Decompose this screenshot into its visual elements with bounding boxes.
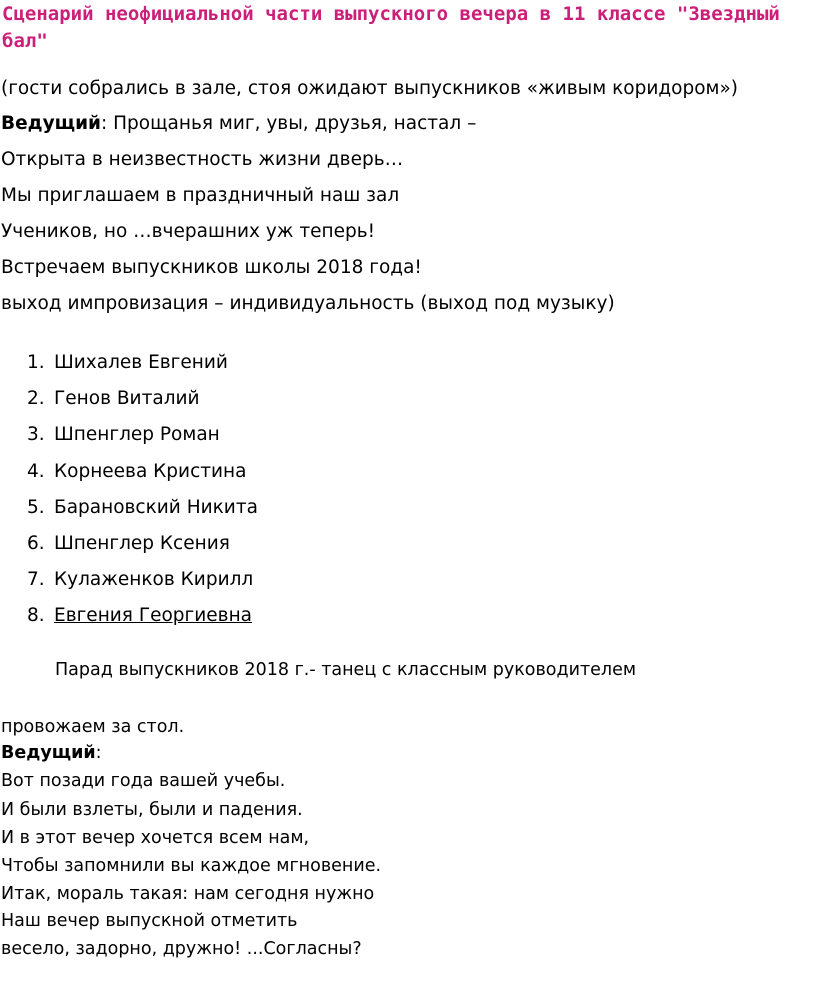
list-number: 5. <box>27 496 45 518</box>
verse-line: Наш вечер выпускной отметить <box>1 911 298 931</box>
graduate-name: Генов Виталий <box>54 388 200 410</box>
list-number: 6. <box>27 532 45 554</box>
verse-line: Вот позади года вашей учебы. <box>1 771 286 791</box>
list-number: 7. <box>27 569 45 591</box>
verse-line: : Прощанья миг, увы, друзья, настал – <box>101 113 477 134</box>
parade-line: Парад выпускников 2018 г.- танец с классным руководителем <box>55 660 637 680</box>
document-title: Сценарий неофициальной части выпускного вечера в 11 классе "Звездный бал" <box>2 3 792 52</box>
host-label: Ведущий <box>1 743 96 763</box>
verse-line: Мы приглашаем в праздничный наш зал <box>1 185 400 206</box>
verse-line: Чтобы запомнили вы каждое мгновение. <box>1 856 382 876</box>
graduate-name: Шихалев Евгений <box>54 352 228 373</box>
graduate-name: Барановский Никита <box>54 496 258 518</box>
verse-line: И были взлеты, были и падения. <box>1 800 303 820</box>
list-number: 1. <box>27 352 45 373</box>
graduate-name: Кулаженков Кирилл <box>54 569 254 591</box>
verse-line: весело, задорно, дружно! ...Согласны? <box>1 939 362 959</box>
host-line-1 <box>1 113 476 134</box>
graduate-name: Шпенглер Ксения <box>54 532 230 554</box>
verse-line: Встречаем выпускников школы 2018 года! <box>1 257 422 278</box>
seating-line: провожаем за стол. <box>1 717 185 737</box>
verse-line: Открыта в неизвестность жизни дверь… <box>1 149 404 170</box>
verse-line: Учеников, но …вчерашних уж теперь! <box>1 221 376 242</box>
host-line-2 <box>1 743 102 763</box>
verse-line: И в этот вечер хочется всем нам, <box>1 828 310 848</box>
list-number: 3. <box>27 424 45 446</box>
graduate-name: Корнеева Кристина <box>54 460 247 482</box>
list-number: 2. <box>27 388 45 410</box>
graduate-name: Шпенглер Роман <box>54 424 220 446</box>
stage-direction: (гости собрались в зале, стоя ожидают выпускников «живым коридором») <box>1 78 739 99</box>
graduate-name: Евгения Георгиевна <box>54 605 253 627</box>
list-number: 4. <box>27 460 45 482</box>
host-colon: : <box>95 743 102 763</box>
list-number: 8. <box>27 605 45 627</box>
exit-instruction: выход импровизация – индивидуальность (выход под музыку) <box>1 293 615 314</box>
verse-line: Итак, мораль такая: нам сегодня нужно <box>1 884 375 904</box>
host-label: Ведущий <box>1 113 102 134</box>
